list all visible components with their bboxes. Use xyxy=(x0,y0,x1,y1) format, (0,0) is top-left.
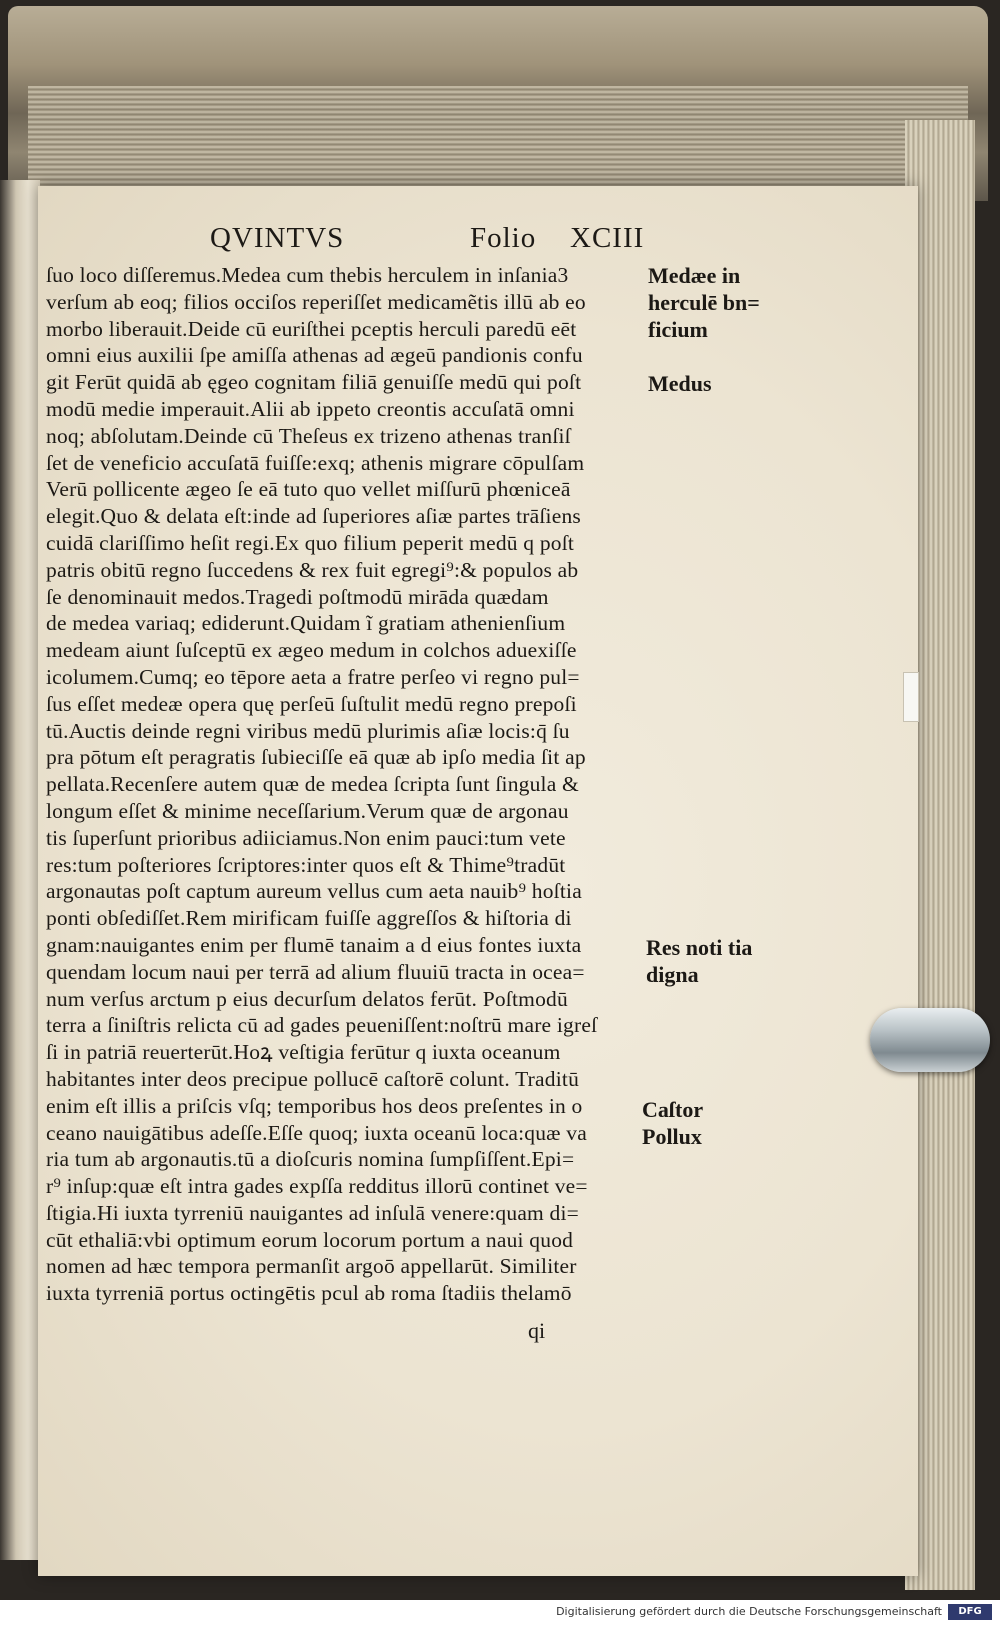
text-line: cuidā clariſſimo heſit regi.Ex quo filium peperit medū q poſt xyxy=(46,530,575,555)
dfg-logo: DFG xyxy=(948,1604,992,1620)
text-line: enim eſt illis a priſcis vſq; temporibus hos deos preſentes in o xyxy=(46,1093,583,1118)
main-text-block xyxy=(46,262,646,1307)
text-line: pra pōtum eſt peragratis ſubieciſſe eā quæ ab ipſo media ſit ap xyxy=(46,745,586,770)
text-line: num verſus arctum p eius decurſum delatos ferūt. Poſtmodū xyxy=(46,986,568,1011)
text-line: quendam locum naui per terrā ad alium fluuiū tracta in ocea= xyxy=(46,959,585,984)
catchword: qi xyxy=(528,1318,546,1343)
marginal-note-res-notitia xyxy=(646,934,752,988)
text-line: git Ferūt quidā ab ęgeo cognitam filiā genuiſſe medū qui poſt xyxy=(46,370,582,395)
text-line: icolumem.Cumq; eo tēpore aeta a fratre perſeo vi regno pul= xyxy=(46,664,580,689)
text-line: ſuo loco diſſeremus.Medea cum thebis herculem in inſania3 xyxy=(46,263,569,287)
text-line: habitantes inter deos precipue pollucē caſtorē colunt. Traditū xyxy=(46,1066,580,1091)
running-head-folio-number: XCIII xyxy=(570,222,645,254)
text-line: noq; abſolutam.Deinde cū Theſeus ex trizeno athenas tranſiſ xyxy=(46,423,571,448)
marginal-line: ficium xyxy=(648,317,708,342)
text-line: morbo liberauit.Deide cū euriſthei pceptis herculi paredū eēt xyxy=(46,316,577,341)
marginal-line: Medus xyxy=(648,371,712,396)
text-line: Verū pollicente ægeo ſe eā tuto quo vellet miſſurū phœniceā xyxy=(46,477,571,502)
running-head-folio-label: Folio xyxy=(470,222,537,254)
text-line: ponti obſediſſet.Rem mirificam fuiſſe aggreſſos & hiſtoria di xyxy=(46,906,572,931)
text-line: pellata.Recenſere autem quæ de medea ſcripta ſunt ſingula & xyxy=(46,772,579,797)
text-line: ſi in patriā reuerterūt.Hoꝝ veſtigia ferūtur q iuxta oceanum xyxy=(46,1040,561,1065)
marginal-note-castor-pollux xyxy=(642,1096,703,1150)
text-line: ſtigia.Hi iuxta tyrreniū nauigantes ad inſulā venere:quam di= xyxy=(46,1200,580,1225)
text-line: omni eius auxilii ſpe amiſſa athenas ad ægeū pandionis confu xyxy=(46,343,583,368)
page-clip xyxy=(870,1008,990,1072)
text-line: ceano nauigātibus adeſſe.Eſſe quoq; iuxta oceanū loca:quæ va xyxy=(46,1120,587,1145)
text-line: modū medie imperauit.Alii ab ippeto creontis accuſatā omni xyxy=(46,396,575,421)
digitization-footer xyxy=(0,1600,1000,1627)
text-line: r⁹ inſup:quæ eſt intra gades expſſa redditus illorū continet ve= xyxy=(46,1174,588,1199)
text-line: de medea variaq; ediderunt.Quidam ĩ gratiam athenienſium xyxy=(46,611,566,636)
running-head-section: QVINTVS xyxy=(210,222,345,254)
marginal-line: Medæe in xyxy=(648,263,741,288)
text-line: ſet de veneficio accuſatā fuiſſe:exq; athenis migrare cōpulſam xyxy=(46,450,585,475)
text-line: patris obitū regno ſuccedens & rex fuit egregi⁹:& populos ab xyxy=(46,557,579,582)
text-line: res:tum poſteriores ſcriptores:inter quos eſt & Thime⁹tradūt xyxy=(46,852,566,877)
text-line: tis ſuperſunt prioribus adiiciamus.Non enim pauci:tum vete xyxy=(46,825,566,850)
text-line: nomen ad hæc tempora permanſit argoō appellarūt. Similiter xyxy=(46,1254,577,1279)
text-line: ſus eſſet medeæ opera quę perſeū ſuſtulit medū regno prepoſi xyxy=(46,691,577,716)
marginal-line: Caſtor xyxy=(642,1097,704,1122)
text-line: terra a ſiniſtris relicta cū ad gades peueniſſent:noſtrū mare igreſ xyxy=(46,1013,598,1038)
marginal-line: digna xyxy=(646,962,699,987)
text-line: ſe denominauit medos.Tragedi poſtmodū mirāda quædam xyxy=(46,584,549,609)
text-line: longum eſſet & minime neceſſarium.Verum quæ de argonau xyxy=(46,798,569,823)
text-line: cūt ethaliā:vbi optimum eorum locorum portum a naui quod xyxy=(46,1227,574,1252)
marginal-line: Res noti tia xyxy=(646,935,753,960)
text-line: elegit.Quo & delata eſt:inde ad ſuperiores aſiæ partes trāſiens xyxy=(46,504,581,529)
paper-tab xyxy=(903,672,919,722)
marginal-note-medea xyxy=(648,262,760,343)
marginal-note-medus xyxy=(648,370,712,397)
text-line: ria tum ab argonautis.tū a dioſcuris nomina ſumpſiſſent.Epi= xyxy=(46,1147,575,1172)
marginal-line: herculē bn= xyxy=(648,290,760,315)
text-line: tū.Auctis deinde regni viribus medū plurimis aſiæ locis:q̄ ſu xyxy=(46,718,570,743)
text-line: gnam:nauigantes enim per flumē tanaim a d eius fontes iuxta xyxy=(46,932,582,957)
text-line: argonautas poſt captum aureum vellus cum aeta nauib⁹ hoſtia xyxy=(46,879,582,904)
book-top-edge xyxy=(8,6,988,201)
text-line: medeam aiunt ſuſceptū ex ægeo medum in colchos aduexiſſe xyxy=(46,638,577,663)
text-line: verſum ab eoq; filios occiſos reperiſſet medicamẽtis illū ab eo xyxy=(46,289,586,314)
funding-credit: Digitalisierung gefördert durch die Deutsche Forschungsgemeinschaft xyxy=(556,1605,942,1618)
marginal-line: Pollux xyxy=(642,1124,702,1149)
text-line: iuxta tyrreniā portus octingētis pcul ab roma ſtadiis thelamō xyxy=(46,1281,572,1306)
facing-page-edge xyxy=(0,180,40,1560)
